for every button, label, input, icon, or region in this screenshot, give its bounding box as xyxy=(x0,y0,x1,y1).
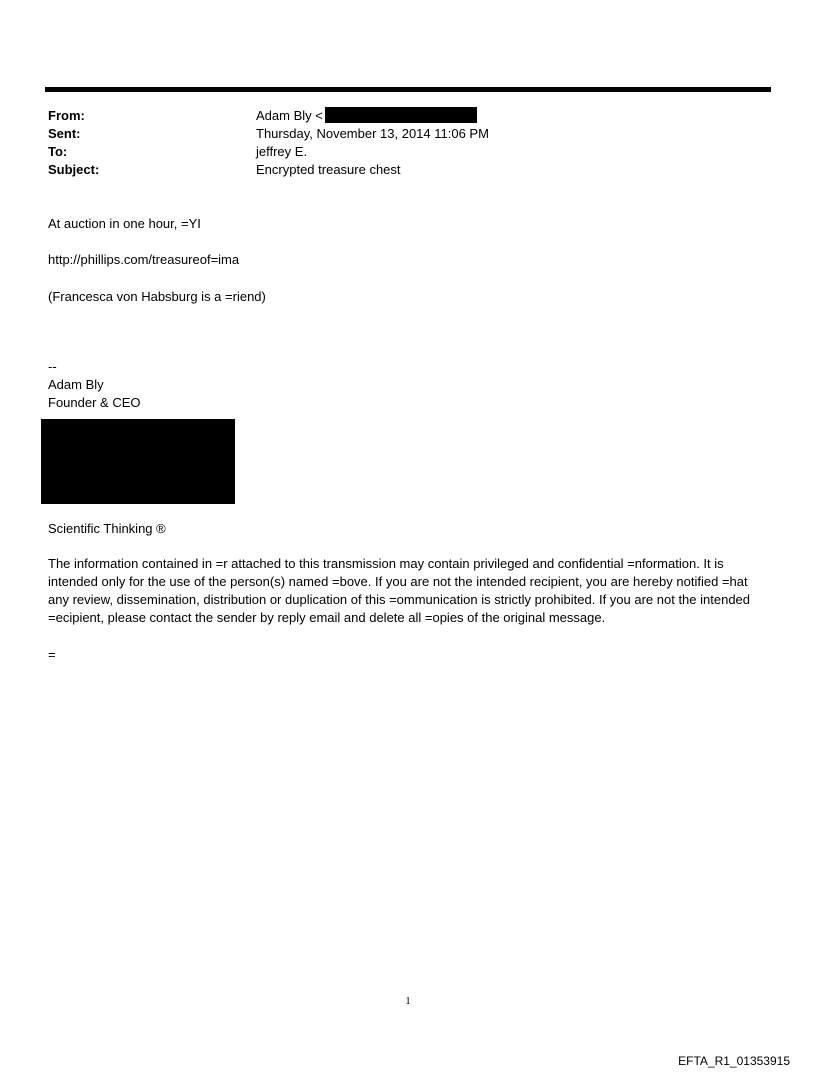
signature-name: Adam Bly xyxy=(48,377,104,392)
header-rule xyxy=(45,87,771,92)
to-row xyxy=(48,143,768,161)
sent-label: Sent: xyxy=(48,126,81,141)
redacted-signature-block xyxy=(41,419,235,504)
from-name: Adam Bly < xyxy=(256,108,323,123)
signature-title: Founder & CEO xyxy=(48,395,141,410)
signature-tagline: Scientific Thinking ® xyxy=(48,521,166,536)
body-line-auction: At auction in one hour, =YI xyxy=(48,216,201,231)
to-label: To: xyxy=(48,144,68,159)
redacted-email xyxy=(325,107,477,123)
signature-separator: -- xyxy=(48,359,57,374)
subject-label: Subject: xyxy=(48,162,100,177)
sent-value: Thursday, November 13, 2014 11:06 PM xyxy=(256,126,489,141)
trailing-equals: = xyxy=(48,647,56,662)
subject-row xyxy=(48,161,768,179)
confidentiality-disclaimer: The information contained in =r attached to this transmission may contain privileged and confidential =nformation. It is intended only for the use of the person(s) named =bove. If you are not the intended recipient, you are hereby notified =hat any review, dissemination, distribution or duplication of this =ommunication is strictly prohibited. If you are not the intended =ecipient, please contact the sender by reply email and delete all =opies of the original message. xyxy=(48,556,751,625)
body-line-link[interactable]: http://phillips.com/treasureof=ima xyxy=(48,252,240,267)
subject-value: Encrypted treasure chest xyxy=(256,162,401,177)
page-number: 1 xyxy=(405,995,411,1007)
from-label: From: xyxy=(48,108,85,123)
email-header xyxy=(48,107,768,179)
to-value: jeffrey E. xyxy=(256,144,308,159)
bates-number: EFTA_R1_01353915 xyxy=(678,1054,790,1068)
from-row xyxy=(48,107,768,125)
sent-row xyxy=(48,125,768,143)
body-line-friend: (Francesca von Habsburg is a =riend) xyxy=(48,289,266,304)
from-value xyxy=(256,107,477,125)
